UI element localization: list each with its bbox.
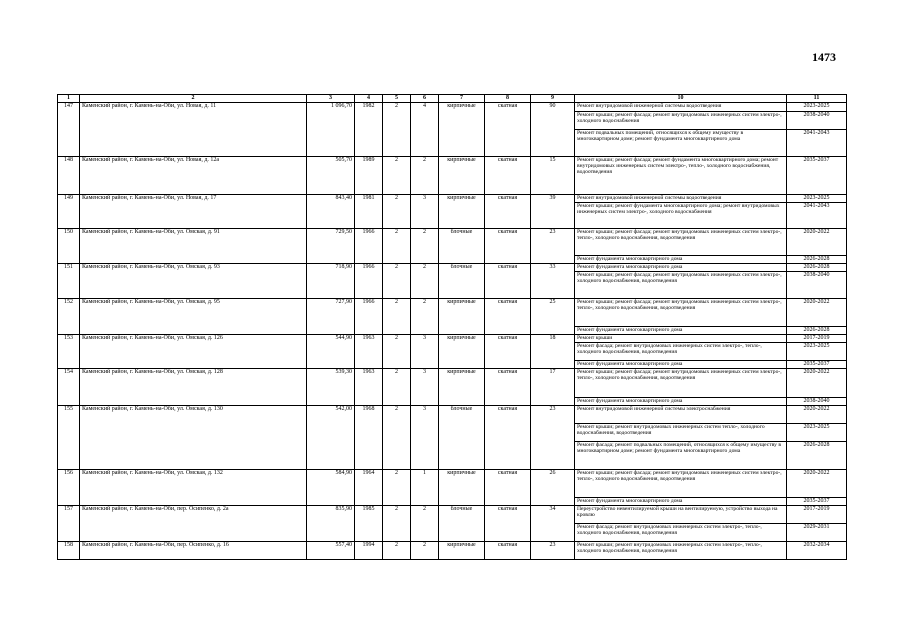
roof-cell: скатная: [485, 299, 531, 335]
year-cell: 1966: [355, 229, 383, 264]
year-cell: 1966: [355, 264, 383, 299]
col9-cell: 23: [531, 229, 575, 264]
col6-cell: 2: [411, 229, 439, 264]
col5-cell: 2: [383, 157, 411, 195]
table-header: [58, 95, 847, 103]
col6-cell: 2: [411, 542, 439, 560]
year-cell: 1966: [355, 299, 383, 335]
year-cell: 1989: [355, 157, 383, 195]
walls-cell: кирпичные: [439, 157, 485, 195]
table-row: [58, 157, 847, 195]
year-cell: 1994: [355, 542, 383, 560]
roof-cell: скатная: [485, 157, 531, 195]
repair-work-cell: Ремонт фундамента многоквартирного дома: [575, 256, 787, 264]
repair-work-cell: Ремонт фундамента многоквартирного дома: [575, 398, 787, 406]
address-cell: Каменский район, г. Камень-на-Оби, ул. Новая, д. 17: [80, 195, 307, 229]
header-row: [58, 95, 847, 103]
repair-work-cell: Ремонт фасада; ремонт внутридомовых инженерных систем электро-, тепло-, холодного водоснабжения, водоотведения: [575, 343, 787, 361]
col5-cell: 2: [383, 195, 411, 229]
table-row: [58, 542, 847, 560]
area-cell: 835,90: [307, 506, 355, 542]
col5-cell: 2: [383, 470, 411, 506]
walls-cell: кирпичные: [439, 542, 485, 560]
col5-cell: 2: [383, 406, 411, 470]
repair-period-cell: 2035-2037: [787, 361, 847, 369]
col5-cell: 2: [383, 299, 411, 335]
repair-period-cell: 2035-2037: [787, 498, 847, 506]
header-cell: 4: [355, 95, 383, 103]
header-cell: 11: [787, 95, 847, 103]
repair-period-cell: 2041-2043: [787, 130, 847, 157]
repair-work-cell: Ремонт внутридомовой инженерной системы электроснабжения: [575, 406, 787, 424]
repair-period-cell: 2032-2034: [787, 542, 847, 560]
address-cell: Каменский район, г. Камень-на-Оби, ул. Омская, д. 93: [80, 264, 307, 299]
area-cell: 505,70: [307, 157, 355, 195]
header-cell: 1: [58, 95, 80, 103]
walls-cell: кирпичные: [439, 369, 485, 406]
roof-cell: скатная: [485, 406, 531, 470]
table-row: [58, 470, 847, 498]
repair-period-cell: 2020-2022: [787, 406, 847, 424]
header-cell: 6: [411, 95, 439, 103]
area-cell: 542,00: [307, 406, 355, 470]
repair-work-cell: Ремонт крыши; ремонт фасада; ремонт внутридомовых инженерных систем электро-, тепло-, холодного водоснабжения, водоотведения: [575, 470, 787, 498]
col9-cell: 17: [531, 369, 575, 406]
table-row: [58, 406, 847, 424]
col9-cell: 15: [531, 157, 575, 195]
repair-work-cell: Ремонт фасада; ремонт внутридомовых инженерных систем электро-, тепло-, холодного водоснабжения, водоотведения: [575, 524, 787, 542]
repair-period-cell: 2020-2022: [787, 229, 847, 256]
roof-cell: скатная: [485, 335, 531, 369]
col6-cell: 3: [411, 195, 439, 229]
repair-period-cell: 2038-2040: [787, 398, 847, 406]
header-cell: 7: [439, 95, 485, 103]
col9-cell: 90: [531, 103, 575, 157]
year-cell: 1981: [355, 195, 383, 229]
address-cell: Каменский район, г. Камень-на-Оби, пер. Осипенко, д. 16: [80, 542, 307, 560]
col6-cell: 2: [411, 264, 439, 299]
address-cell: Каменский район, г. Камень-на-Оби, ул. Омская, д. 130: [80, 406, 307, 470]
area-cell: 727,90: [307, 299, 355, 335]
header-cell: 8: [485, 95, 531, 103]
year-cell: 1963: [355, 335, 383, 369]
table-row: [58, 229, 847, 256]
table-row: [58, 506, 847, 524]
col6-cell: 3: [411, 406, 439, 470]
table-row: [58, 195, 847, 203]
roof-cell: скатная: [485, 264, 531, 299]
walls-cell: кирпичные: [439, 470, 485, 506]
col9-cell: 34: [531, 506, 575, 542]
repair-work-cell: Ремонт крыши; ремонт фасада; ремонт внутридомовых инженерных систем электро-, тепло-, холодного водоснабжения, водоотведения: [575, 229, 787, 256]
repair-work-cell: Ремонт крыши; ремонт фасада; ремонт внутридомовых инженерных систем электро-, холодного водоснабжения: [575, 112, 787, 130]
repair-period-cell: 2026-2028: [787, 327, 847, 335]
area-cell: 1 096,70: [307, 103, 355, 157]
address-cell: Каменский район, г. Камень-на-Оби, ул. Омская, д. 126: [80, 335, 307, 369]
walls-cell: блочные: [439, 264, 485, 299]
repair-work-cell: Ремонт фундамента многоквартирного дома: [575, 327, 787, 335]
header-cell: 10: [575, 95, 787, 103]
col5-cell: 2: [383, 369, 411, 406]
roof-cell: скатная: [485, 369, 531, 406]
address-cell: Каменский район, г. Камень-на-Оби, ул. Омская, д. 91: [80, 229, 307, 264]
address-cell: Каменский район, г. Камень-на-Оби, ул. Новая, д. 12а: [80, 157, 307, 195]
area-cell: 539,30: [307, 369, 355, 406]
repair-work-cell: Ремонт внутридомовой инженерной системы водоотведения: [575, 103, 787, 112]
roof-cell: скатная: [485, 506, 531, 542]
col5-cell: 2: [383, 264, 411, 299]
year-cell: 1964: [355, 470, 383, 506]
table-row: [58, 335, 847, 343]
repair-work-cell: Ремонт крыши; ремонт фасада; ремонт внутридомовых инженерных систем электро-, тепло-, холодного водоснабжения, водоотведения: [575, 299, 787, 327]
roof-cell: скатная: [485, 103, 531, 157]
col6-cell: 2: [411, 157, 439, 195]
walls-cell: блочные: [439, 506, 485, 542]
walls-cell: кирпичные: [439, 195, 485, 229]
table-row: [58, 299, 847, 327]
area-cell: 584,90: [307, 470, 355, 506]
area-cell: 729,50: [307, 229, 355, 264]
row-number: 153: [58, 335, 80, 369]
repair-period-cell: 2023-2025: [787, 424, 847, 442]
col9-cell: 23: [531, 542, 575, 560]
page-number: 1473: [812, 50, 836, 64]
roof-cell: скатная: [485, 470, 531, 506]
col9-cell: 39: [531, 195, 575, 229]
repair-period-cell: 2020-2022: [787, 299, 847, 327]
repair-period-cell: 2023-2025: [787, 103, 847, 112]
repair-period-cell: 2038-2040: [787, 272, 847, 299]
address-cell: Каменский район, г. Камень-на-Оби, ул. Омская, д. 95: [80, 299, 307, 335]
year-cell: 1982: [355, 103, 383, 157]
repair-period-cell: 2017-2019: [787, 335, 847, 343]
col6-cell: 2: [411, 506, 439, 542]
table-row: [58, 264, 847, 272]
address-cell: Каменский район, г. Камень-на-Оби, ул. Новая, д. 11: [80, 103, 307, 157]
col9-cell: 18: [531, 335, 575, 369]
repair-period-cell: 2041-2043: [787, 203, 847, 229]
col5-cell: 2: [383, 542, 411, 560]
year-cell: 1985: [355, 506, 383, 542]
row-number: 154: [58, 369, 80, 406]
header-cell: 5: [383, 95, 411, 103]
year-cell: 1963: [355, 369, 383, 406]
row-number: 148: [58, 157, 80, 195]
repair-work-cell: Ремонт фундамента многоквартирного дома: [575, 264, 787, 272]
address-cell: Каменский район, г. Камень-на-Оби, пер. Осипенко, д. 2а: [80, 506, 307, 542]
roof-cell: скатная: [485, 195, 531, 229]
col6-cell: 4: [411, 103, 439, 157]
repair-period-cell: 2020-2022: [787, 470, 847, 498]
walls-cell: блочные: [439, 406, 485, 470]
repair-period-cell: 2017-2019: [787, 506, 847, 524]
repair-work-cell: Ремонт крыши; ремонт внутридомовых инженерных систем электро-, тепло-, холодного водоснабжения, водоотведения: [575, 542, 787, 560]
repair-period-cell: 2035-2037: [787, 157, 847, 195]
col6-cell: 3: [411, 369, 439, 406]
row-number: 151: [58, 264, 80, 299]
repair-period-cell: 2038-2040: [787, 112, 847, 130]
header-cell: 2: [80, 95, 307, 103]
col5-cell: 2: [383, 229, 411, 264]
repair-period-cell: 2026-2028: [787, 442, 847, 470]
repair-work-cell: Ремонт фасада; ремонт подвальных помещений, относящихся к общему имуществу в многоквартирном доме; ремонт фундамента многоквартирного дома: [575, 442, 787, 470]
col6-cell: 3: [411, 335, 439, 369]
header-cell: 3: [307, 95, 355, 103]
repair-period-cell: 2023-2025: [787, 195, 847, 203]
repair-work-cell: Ремонт фундамента многоквартирного дома: [575, 361, 787, 369]
col6-cell: 2: [411, 299, 439, 335]
row-number: 149: [58, 195, 80, 229]
area-cell: 544,90: [307, 335, 355, 369]
year-cell: 1968: [355, 406, 383, 470]
repair-work-cell: Ремонт крыши; ремонт фасада; ремонт внутридомовых инженерных систем электро-, тепло-, холодного водоснабжения, водоотведения: [575, 369, 787, 398]
repair-work-cell: Переустройство невентилируемой крыши на вентилируемую, устройство выхода на кровлю: [575, 506, 787, 524]
row-number: 150: [58, 229, 80, 264]
repair-period-cell: 2026-2028: [787, 264, 847, 272]
row-number: 152: [58, 299, 80, 335]
walls-cell: блочные: [439, 229, 485, 264]
walls-cell: кирпичные: [439, 335, 485, 369]
table-row: [58, 369, 847, 398]
col9-cell: 23: [531, 406, 575, 470]
walls-cell: кирпичные: [439, 103, 485, 157]
col9-cell: 25: [531, 299, 575, 335]
repair-work-cell: Ремонт крыши; ремонт фундамента многоквартирного дома; ремонт внутридомовых инженерных систем электро-, холодного водоснабжения: [575, 203, 787, 229]
table-row: [58, 103, 847, 112]
address-cell: Каменский район, г. Камень-на-Оби, ул. Омская, д. 128: [80, 369, 307, 406]
address-cell: Каменский район, г. Камень-на-Оби, ул. Омская, д. 132: [80, 470, 307, 506]
col5-cell: 2: [383, 335, 411, 369]
row-number: 147: [58, 103, 80, 157]
table-body: [58, 103, 847, 560]
area-cell: 557,40: [307, 542, 355, 560]
roof-cell: скатная: [485, 229, 531, 264]
col9-cell: 33: [531, 264, 575, 299]
col9-cell: 26: [531, 470, 575, 506]
area-cell: 718,90: [307, 264, 355, 299]
header-cell: 9: [531, 95, 575, 103]
repair-work-cell: Ремонт фундамента многоквартирного дома: [575, 498, 787, 506]
walls-cell: кирпичные: [439, 299, 485, 335]
col5-cell: 2: [383, 103, 411, 157]
repair-work-cell: Ремонт крыши: [575, 335, 787, 343]
repair-work-cell: Ремонт крыши; ремонт фасада; ремонт фундамента многоквартирного дома; ремонт внутридомовых инженерных систем электро-, тепло-, холодного водоснабжения, водоотведения: [575, 157, 787, 195]
repair-work-cell: Ремонт крыши; ремонт фасада; ремонт внутридомовых инженерных систем электро-, холодного водоснабжения, водоотведения: [575, 272, 787, 299]
repair-period-cell: 2029-2031: [787, 524, 847, 542]
area-cell: 843,40: [307, 195, 355, 229]
row-number: 158: [58, 542, 80, 560]
roof-cell: скатная: [485, 542, 531, 560]
repair-period-cell: 2023-2025: [787, 343, 847, 361]
repair-work-cell: Ремонт подвальных помещений, относящихся к общему имуществу в многоквартирном доме; ремонт фундамента многоквартирного дома: [575, 130, 787, 157]
repair-work-cell: Ремонт крыши; ремонт внутридомовых инженерных систем тепло-, холодного водоснабжения, водоотведения: [575, 424, 787, 442]
col5-cell: 2: [383, 506, 411, 542]
repair-period-cell: 2026-2028: [787, 256, 847, 264]
register-table: [57, 94, 847, 560]
col6-cell: 1: [411, 470, 439, 506]
repair-period-cell: 2020-2022: [787, 369, 847, 398]
row-number: 157: [58, 506, 80, 542]
row-number: 156: [58, 470, 80, 506]
repair-work-cell: Ремонт внутридомовой инженерной системы водоотведения: [575, 195, 787, 203]
row-number: 155: [58, 406, 80, 470]
